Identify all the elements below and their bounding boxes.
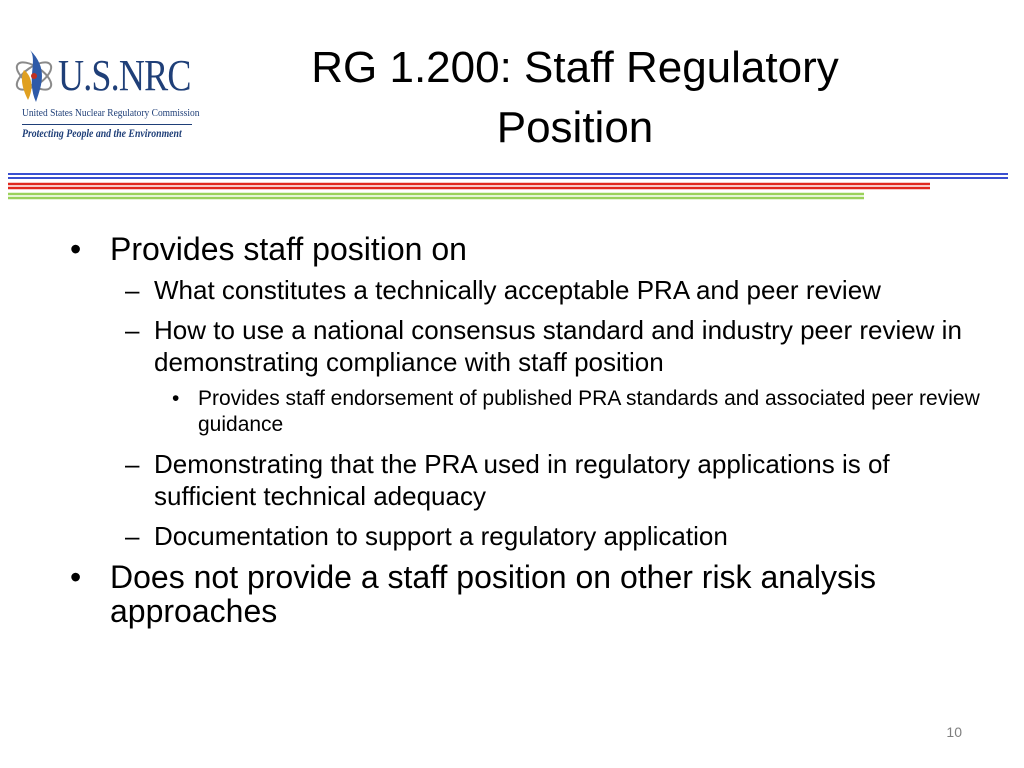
dash-marker: – bbox=[125, 521, 140, 551]
sub-bullet-text: Demonstrating that the PRA used in regulatory applications is of sufficient technical adequacy bbox=[154, 449, 890, 511]
slide-body bbox=[70, 232, 990, 636]
sub-bullet-item bbox=[70, 274, 990, 306]
sub-sub-bullet-text: Provides staff endorsement of published PRA standards and associated peer review guidance bbox=[198, 387, 980, 436]
logo-divider bbox=[22, 124, 192, 125]
bullet-marker: • bbox=[70, 559, 82, 595]
dash-marker: – bbox=[125, 449, 140, 479]
sub-bullet-text: How to use a national consensus standard and industry peer review in demonstrating compliance with staff position bbox=[154, 315, 962, 377]
sub-sub-bullet-item bbox=[70, 386, 990, 438]
bullet-item bbox=[70, 560, 990, 628]
page-number: 10 bbox=[946, 724, 962, 740]
sub-bullet-text: Documentation to support a regulatory application bbox=[154, 521, 728, 551]
sub-bullet-text: What constitutes a technically acceptable PRA and peer review bbox=[154, 275, 881, 305]
atom-icon bbox=[8, 40, 64, 110]
bullet-marker: • bbox=[172, 387, 180, 410]
nrc-logo bbox=[8, 36, 200, 156]
slide-title: RG 1.200: Staff Regulatory Position bbox=[311, 43, 839, 152]
logo-org: United States Nuclear Regulatory Commission bbox=[22, 108, 200, 119]
bullet-item bbox=[70, 232, 990, 266]
bullet-text: Does not provide a staff position on other risk analysis approaches bbox=[110, 559, 877, 629]
header-stripes bbox=[8, 172, 1008, 202]
bullet-text: Provides staff position on bbox=[110, 231, 467, 267]
sub-bullet-item bbox=[70, 520, 990, 552]
sub-bullet-item bbox=[70, 314, 990, 378]
dash-marker: – bbox=[125, 275, 140, 305]
dash-marker: – bbox=[125, 315, 140, 345]
bullet-marker: • bbox=[70, 231, 82, 267]
logo-name: U.S.NRC bbox=[58, 51, 191, 100]
logo-tagline: Protecting People and the Environment bbox=[22, 128, 182, 140]
sub-bullet-item bbox=[70, 448, 990, 512]
